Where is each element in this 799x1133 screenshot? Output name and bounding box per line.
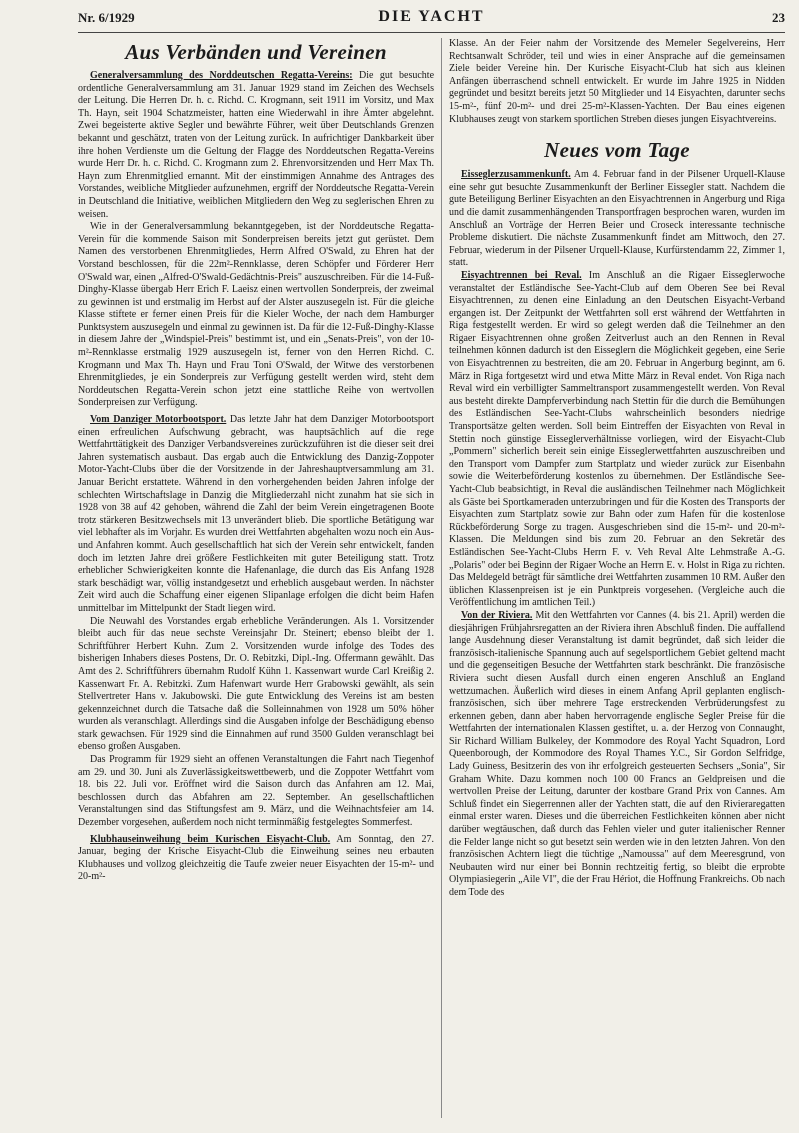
page-number: 23 [772,10,785,25]
article-heading: Generalversammlung des Norddeutschen Regatta-Vereins: [90,70,353,81]
header-rule [78,32,785,33]
issue-number: Nr. 6/1929 [78,10,135,25]
article-riviera [449,610,785,900]
article-heading: Klubhauseinweihung beim Kurischen Eisyacht-Club. [90,833,331,845]
section-title-neues-vom-tage: Neues vom Tage [544,138,690,163]
article-heading: Von der Riviera. [461,609,533,621]
magazine-title: DIE YACHT [378,8,485,25]
article-paragraph: Wie in der Generalversammlung bekanntgegeben, ist der Norddeutsche Regatta-Verein für die kommende Saison mit Sonderpreisen bereits jetzt gut gerüstet. Dem Namen des verstorbenen Ehrenmitgliedes, Herrn Alfred O'Swald, zu Ehren hat der Vorstand beschlossen, für die 22m²-Rennklasse, deren Schöpfer und Förderer Herr O'Swald war, einen „Alfred-O'Swald-Gedächtnis-Preis" auszuschreiben. Für die 14-Fuß-Dinghy-Klasse übergab Herr Erich F. Laeisz einen wertvollen Sonderpreis, der zweimal zu gewinnen ist und erstmalig im Herbst auf der Alster auszusegeln ist. Für die gleiche Klasse stiftete er ferner einen Preis für die Kieler Woche, der nach dem Hamburger Punktsystem auszusegeln und einmal zu gewinnen ist. Da für die 12-Fuß-Dinghy-Klasse in diesem Jahre der „Windspiel-Preis" bestimmt ist, und ein „Senats-Preis", von der 10-m²-Rennklasse erstmalig 1929 auszusegeln ist, ferner von den Herren Richd. C. Krogmann und Max Th. Hayn und Frau Toni O'Swald, der Witwe des verstorbenen Ehrenmitgliedes, je ein Sonderpreis zur Verfügung gestellt werden wird, steht dem Norddeutschen Regatta-Verein schon jetzt eine stattliche Reihe von wertvollen Sonderpreisen zur Verfügung. [78,221,434,409]
article-heading: Eisyachtrennen bei Reval. [461,269,582,281]
article-paragraph: Die Neuwahl des Vorstandes ergab erhebliche Veränderungen. Als 1. Vorsitzender bleibt auch für das neue sechste Vereinsjahr Dr. Steinert; ebenso bleibt der 1. Schriftführer Herbert Kuhn. Zum 2. Vorsitzenden wurde infolge des Todes des bisherigen Inhabers dieses Postens, Dr. O. Rebitzki, Dipl.-Ing. Offermann gewählt. Das Amt des 2. Schriftführers übernahm Rudolf Kühn 1. Kassenwart wurde Carl Kreißig 2. Kassenwart Fr. A. Rebitzki. Zum Hafenwart wurde Herr Grabowski gewählt, als sein Stellvertreter Hans v. Jakubowski. Die gute Entwicklung des Vereins ist am besten gekennzeichnet durch die Tatsache daß die Solleinnahmen von 1928 um 50% höher wurden als veranschlagt. Allerdings sind die Ausgaben infolge der Beschädigung ebenso stark gewachsen. Für 1929 sind die Einnahmen auf rund 3500 Gulden veranschlagt bei ebenso großen Ausgaben. [78,615,434,753]
article-text: Die gut besuchte ordentliche Generalversammlung am 31. Januar 1929 stand im Zeichen des Wechsels der Leitung. Die Herren Dr. h. c. Richd. C. Krogmann, seit 1911 im Vorsitz, und Max Th. Hayn, seit 1904 Schatzmeister, hatten eine Wiederwahl in ihre Ämter abgelehnt. Zwei begeisterte aktive Segler und bewährte Führer, weit über Deutschlands Grenzen bekannt und geschätzt, traten von der Leitung zurück. In aufrichtiger Dankbarkeit über ihre hohen Verdienste um die Geltung der Flagge des Norddeutschen Regatta-Vereins wurde Herr Dr. h. c. Richd. C. Krogmann zum 2. Ehrenvorsitzenden und Herr Max Th. Hayn zum Ehrenmitglied ernannt. Mit der einstimmigen Annahme des Antrages des Vorstandes, weibliche Mitglieder aufzunehmen, ergriff der Norddeutsche Regatta-Verein in Deutschland die Initiative, weiblichen Mitgliedern den Weg zu seglerischen Ehren zu weisen. [78,70,434,220]
left-column [78,38,434,1118]
article-heading: Eisseglerzusammenkunft. [461,169,571,181]
article-continuation: Klasse. An der Feier nahm der Vorsitzende des Memeler Segelvereins, Herr Rechtsanwalt Schröder, teil und wies in einer Ansprache auf die gemeinsamen Ziele beider Vereine hin. Der Kurische Eisyacht-Club hat sich aus kleinen Anfängen überraschend schnell entwickelt. Er wurde im Jahre 1925 in Nidden gegründet und besitzt bereits jetzt 50 Mitglieder und 14 Eisyachten, darunter sechs 15-m²-, fünf 20-m²- und drei 25-m²-Klassen-Yachten. Der Bau eines eigenen Klubhauses zeugt von starkem sportlichen Streben dieses jungen Eisyachtvereins. [449,38,785,125]
article-text: Mit den Wettfahrten vor Cannes (4. bis 21. April) werden die diesjährigen Frühjahrsregatten an der Riviera ihren Abschluß finden. Die auffallend lange Ausdehnung dieser Veranstaltung ist damit begründet, daß sich leider die französisch-italienische Spannung auch auf segelsportlichem Gebiet geltend macht und die gegenseitigen Besuche der Wettfahrten stark beschränkt. Die französische Riviera sucht diesen Ausfall durch einen engeren Anschluß an England wettzumachen. Äußerlich wird dieses in einem Anfang April geplanten englisch-französischen, sich über mehrere Tage erstreckenden Verbrüderungsfest zu erkennen geben, dann aber haben hervorragende englische Segler Preise für die Wettfahrten der internationalen Klassen gestiftet, u. a. der Herzog von Connaught, Sir Richard William Bulkeley, der Kommodore des Royal Yacht Squadron, Lord Queenborough, der Kommodore des Royal Thames Y.C., Sir Gordon Selfridge, Lady Guiness, Besitzerin des von ihr erfolgreich gesteuerten Sechsers „Sonia", Sir Graham White. Dazu kommen noch 100 00 Francs an Geldpreisen und die wertvollen Preise der Leitung, darunter der kostbare Grand Prix von Cannes. Am Schluß findet ein Siegerrennen aller der Yachten statt, die auf den Rivieraregatten einmal erster waren. Dieses und die überreichen Festlichkeiten können aber nicht darüber wegtäuschen, daß durch das Fehlen vieler und guter italienischer Renner die Felder lange nicht so gut besetzt sein werden wie in den letzten Jahren. Von den französischen Achtern liegt die tüchtige „Namoussa" auf dem Meeresgrund, von Neubauten wird nur einer bei Bonnin rechtzeitig fertig, so bleibt die erprobte Olympiasiegerin „Aile VI", die der Frau Hériot, die Hoffnung Frankreichs. Ob nach dem Tode des [449,609,785,898]
running-header [78,8,785,28]
section-title-verbaende: Aus Verbänden und Vereinen [125,40,387,64]
column-divider [441,38,442,1118]
article-eisseglerzusammenkunft [449,169,785,270]
article-text: Im Anschluß an die Rigaer Eisseglerwoche veranstaltet der Estländische See-Yacht-Club auf dem Oberen See bei Reval Eisyachtrennen, zu denen eine Einladung an den Deutschen Eisyacht-Verband ergangen ist. Der Zeitpunkt der Wettfahrten soll erst während der Wettfahrten in Riga festgestellt werden. Er wird so gelegt werden daß die Teilnehmer an den Rigaer Eisyachtrennen ohne großen Zeitverlust auch an den Rennen in Reval teilnehmen können dadurch ist den Eisseglern die Möglichkeit gegeben, eine Serie von Eisyachtrennen zu bestreiten, die am 20. Februar in Angerburg beginnt, am 6. März in Riga fortgesetzt wird und etwa Mitte März in Reval endet. Von Riga nach Reval wird ein verbilligter Sammeltransport zusammengestellt werden. Von Reval aus besteht direkte Dampferverbindung nach Stettin für die durch die Bemühungen des Estländischen See-Yacht-Clubs wahrscheinlich besonders niedrige Transportsätze gelten werden. Soll beim Eintreffen der Eisyachten von Reval in Stettin noch günstige Eisseglerverhältnisse vorliegen, wird der Eisyacht-Club „Pommern" sicherlich bereit sein einige Eisseglerwettfahrten auszuschreiben und den Transport vom Dampfer zum Startplatz und wieder zurück zur Eisenbahn sowie die Weiterbeförderung kostenlos zu übernehmen. Der Estländische See-Yacht-Club beabsichtigt, in Reval die ausländischen Teilnehmer nach Möglichkeit als Gäste bei Sportkameraden unterzubringen und für die Kosten des Transports der Eisyachten zum Startplatz sowie zur Bahn oder zum Hafen für die kostenlose Rückbeförderung Sorge zu tragen. Ausgeschrieben sind die 15-m²- und 20-m²-Klassen. Die Meldungen sind bis zum 20. Februar an den Sekretär des Estländischen See-Yacht-Clubs Herrn F. v. Veh Reval Alte Lehmstraße A.-G. „Polaris" oder bei Beginn der Rigaer Woche an Herrn E. v. Holst in Riga zu richten. Das Meldegeld beträgt für sämtliche drei Wettfahrten zusammen 10 RM. Außer den üblichen Klassenpreisen ist je ein Punktpreis vorgesehen. (Vergleiche auch die Veröffentlichung im amtlichen Teil.) [449,269,785,609]
article-heading: Vom Danziger Motorbootsport. [90,414,227,426]
article-eisyachtrennen-reval [449,270,785,610]
article-danziger-motorbootsport [78,414,434,616]
article-text: Am 4. Februar fand in der Pilsener Urquell-Klause eine sehr gut besuchte Zusammenkunft der Berliner Eissegler statt. Nachdem die gute Beteiligung Berliner Eisyachten an den Eisyachtrennen in Angerburg und Riga und die damit zusammenhängenden Transportfragen besprochen waren, wurden im Anschluß an Vorträge der Herren Beier und Croseck interessante technische Probleme diskutiert. Die nächste Zusammenkunft findet am Mittwoch, den 27. Februar, wiederum in der Pilsener Urquell-Klause, Kurfürstendamm 22, Zimmer 1, statt. [449,169,785,269]
article-kurischer-eisyacht-club [78,834,434,884]
article-text: Das letzte Jahr hat dem Danziger Motorbootsport einen erfreulichen Aufschwung gebracht, was hauptsächlich auf die rege Wettfahrttätigkeit des Danziger Verbandsvereines zurückzuführen ist die dieser seit drei Jahren systematisch ausbaut. Das ergab auch die Entwicklung des Danzig-Zoppoter Motor-Yacht-Clubs über die der Vorsitzende in der Jahreshauptversammlung am 31. Januar Bericht erstattete. Während in den vorhergehenden beiden Jahren infolge der schlechten Wirtschaftslage in Danzig die Mitgliederzahl nicht zunahm hat sie sich in 1928 von 38 auf 42 gehoben, während die Zahl der beim Verein eingetragenen Boote trotz stärkeren Besitzwechsels mit 13 unverändert blieb. Die sportliche Betätigung war viel lebhafter als im Vorjahr. Es wurden drei Wettfahrten abgehalten wozu noch ein Aus- und Anfahren kommt. Auch gesellschaftlich hat sich der Verein sehr entwickelt, fanden doch im letzten Jahre drei größere Festlichkeiten mit guter Beteiligung statt. Trotz erheblicher Schwierigkeiten konnte die Hafenanlage, die durch das Eis Anfang 1928 stark beschädigt war, völlig instandgesetzt und erheblich ausgebaut werden. In nächster Zeit wird auch die Schaffung einer eigenen Slipanlage erfolgen die dicht beim Hafen unmittelbar im Mittelpunkt der Stadt liegen wird. [78,414,434,614]
right-column [449,38,785,1118]
article-paragraph: Das Programm für 1929 sieht an offenen Veranstaltungen die Fahrt nach Tiegenhof am 29. und 30. Juni als Zuverlässigkeitswettbewerb, und die Zoppoter Wettfahrt vom 18. bis 22. Juli vor. Eröffnet wird die Saison durch das Anfahren am 12. Mai, beschlossen durch das Abfahren am 22. September. An gesellschaftlichen Veranstaltungen sind das Stiftungsfest am 9. März, und die Weihnachtsfeier am 14. Dezember vorgesehen, außerdem noch nicht terminmäßig festgelegtes Sommerfest. [78,754,434,829]
article-text: Am Sonntag, den 27. Januar, beging der Krische Eisyacht-Club die Einweihung seines neu erbauten Klubhauses und vollzog gleichzeitig die Taufe zweier neuer Eisyachten der 15-m²- und 20-m²- [78,833,434,883]
article-regatta-verein [78,70,434,221]
